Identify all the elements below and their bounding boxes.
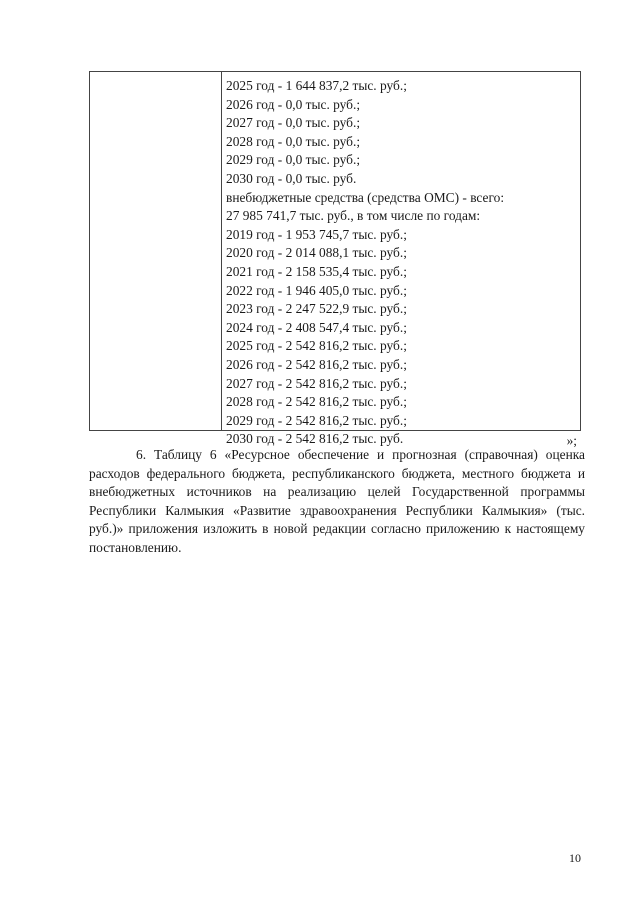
table-line: 2024 год - 2 408 547,4 тыс. руб.; [226, 319, 407, 335]
page-number: 10 [569, 851, 581, 865]
table-line: 2022 год - 1 946 405,0 тыс. руб.; [226, 282, 407, 298]
table-line: 2023 год - 2 247 522,9 тыс. руб.; [226, 301, 407, 317]
table-line: 2026 год - 2 542 816,2 тыс. руб.; [226, 356, 407, 372]
table-line: 2020 год - 2 014 088,1 тыс. руб.; [226, 245, 407, 261]
table-line: 2030 год - 0,0 тыс. руб. [226, 170, 357, 186]
table-line: 2029 год - 0,0 тыс. руб.; [226, 152, 361, 168]
table-line: 2029 год - 2 542 816,2 тыс. руб.; [226, 412, 407, 428]
table-line: 2025 год - 2 542 816,2 тыс. руб.; [226, 338, 407, 354]
table-line: 27 985 741,7 тыс. руб., в том числе по годам: [226, 208, 481, 224]
table-line: 2030 год - 2 542 816,2 тыс. руб. [226, 431, 404, 447]
table-line: 2028 год - 0,0 тыс. руб.; [226, 133, 361, 149]
table-line: 2028 год - 2 542 816,2 тыс. руб.; [226, 394, 407, 410]
table-funding-lines [226, 77, 576, 449]
table-line: 2019 год - 1 953 745,7 тыс. руб.; [226, 226, 407, 242]
closing-quote-mark: »; [566, 433, 577, 448]
table-column-divider [221, 72, 222, 430]
table-line: внебюджетные средства (средства ОМС) - всего: [226, 189, 505, 205]
table-line: 2026 год - 0,0 тыс. руб.; [226, 96, 361, 112]
table-line: 2025 год - 1 644 837,2 тыс. руб.; [226, 78, 407, 93]
table-line: 2027 год - 2 542 816,2 тыс. руб.; [226, 375, 407, 391]
table-line: 2021 год - 2 158 535,4 тыс. руб.; [226, 263, 407, 279]
amendment-paragraph: 6. Таблицу 6 «Ресурсное обеспечение и прогнозная (справочная) оценка расходов федерального бюджета, республиканского бюджета, местного бюджета и внебюджетных источников на реализацию целей Государственной программы Республики Калмыкия «Развитие здравоохранения Республики Калмыкия» (тыс. руб.)» приложения изложить в новой редакции согласно приложению к настоящему постановлению. [89, 447, 585, 555]
table-line: 2027 год - 0,0 тыс. руб.; [226, 115, 361, 131]
